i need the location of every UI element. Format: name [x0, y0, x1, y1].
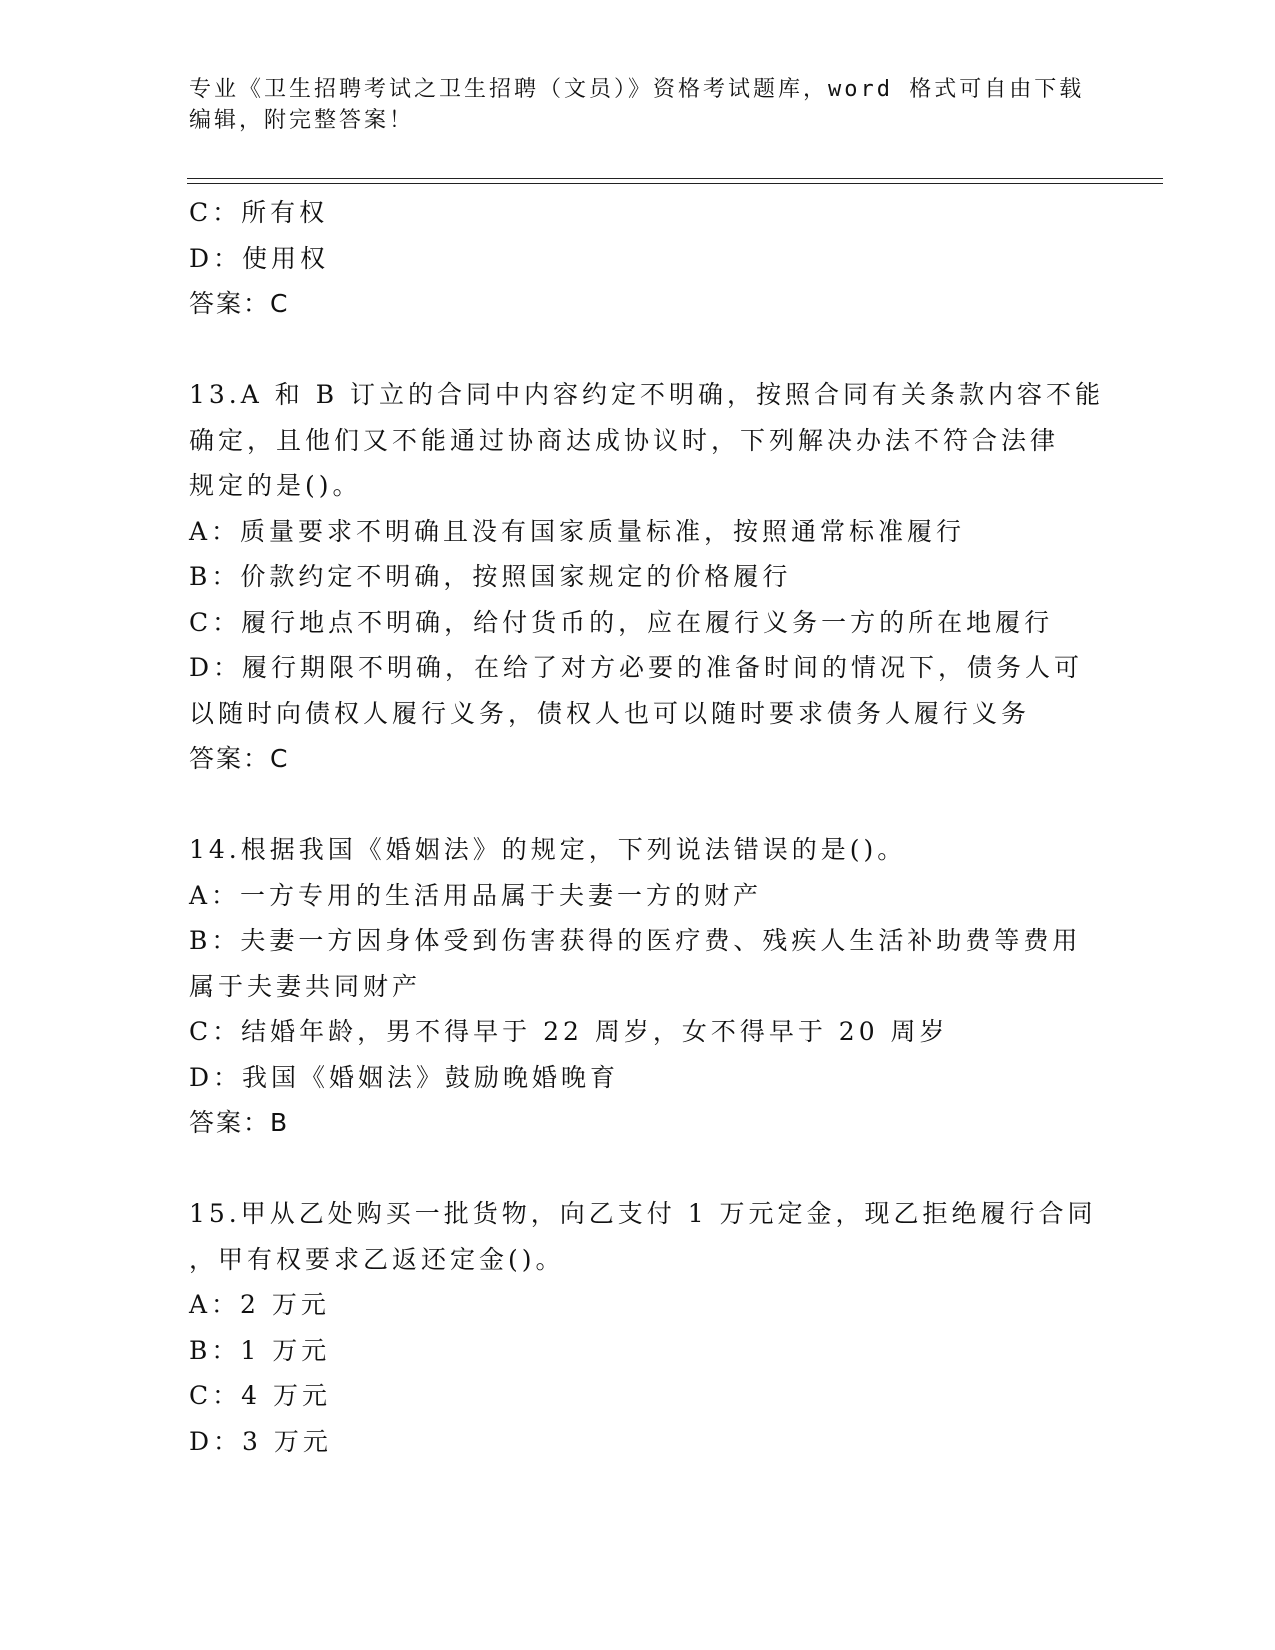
q15-option-b: B：1 万元	[189, 1335, 331, 1365]
header-rule-bottom	[187, 183, 1163, 184]
q15-option-a: A：2 万元	[189, 1290, 330, 1319]
spacer	[189, 327, 1089, 373]
q12-option-d: D：使用权	[189, 243, 330, 273]
q13-option-d-line-1: D：履行期限不明确，在给了对方必要的准备时间的情况下，债务人可	[189, 653, 1084, 682]
q15-stem-line-1: 15.甲从乙处购买一批货物，向乙支付 1 万元定金，现乙拒绝履行合同	[189, 1199, 1097, 1228]
q13-option-b: B：价款约定不明确，按照国家规定的价格履行	[189, 562, 792, 591]
q13-stem-line-3: 规定的是()。	[189, 471, 362, 500]
spacer	[189, 1146, 1089, 1192]
q13-stem-line-1: 13.A 和 B 订立的合同中内容约定不明确，按照合同有关条款内容不能	[189, 380, 1105, 409]
q14-stem: 14.根据我国《婚姻法》的规定，下列说法错误的是()。	[189, 835, 907, 864]
q14-option-a: A：一方专用的生活用品属于夫妻一方的财产	[189, 880, 763, 910]
q14-option-d: D：我国《婚姻法》鼓励晚婚晚育	[189, 1062, 620, 1092]
document-header: 专业《卫生招聘考试之卫生招聘（文员）》资格考试题库，word 格式可自由下载 编辑，附完整答案！	[189, 77, 1085, 133]
q13-option-a: A：质量要求不明确且没有国家质量标准，按照通常标准履行	[189, 516, 966, 546]
q14-option-c: C：结婚年龄，男不得早于 22 周岁，女不得早于 20 周岁	[189, 1017, 949, 1046]
q15-option-d: D：3 万元	[189, 1426, 332, 1456]
q15-option-c: C：4 万元	[189, 1381, 331, 1410]
q15-stem-line-2: ，甲有权要求乙返还定金()。	[189, 1244, 565, 1274]
q13-option-c: C：履行地点不明确，给付货币的，应在履行义务一方的所在地履行	[189, 607, 1054, 637]
header-rule-top	[187, 178, 1163, 179]
q12-option-c: C：所有权	[189, 198, 329, 227]
q14-option-b-line-1: B：夫妻一方因身体受到伤害获得的医疗费、残疾人生活补助费等费用	[189, 926, 1082, 955]
q13-option-d-line-2: 以随时向债权人履行义务，债权人也可以随时要求债务人履行义务	[189, 698, 1031, 728]
q13-answer: 答案：C	[189, 744, 290, 773]
q12-answer: 答案：C	[189, 289, 290, 318]
spacer	[189, 782, 1089, 828]
q13-stem-line-2: 确定，且他们又不能通过协商达成协议时，下列解决办法不符合法律	[189, 425, 1060, 455]
q14-option-b-line-2: 属于夫妻共同财产	[189, 971, 422, 1001]
q14-answer: 答案：B	[189, 1108, 290, 1137]
document-body	[189, 190, 1105, 1464]
